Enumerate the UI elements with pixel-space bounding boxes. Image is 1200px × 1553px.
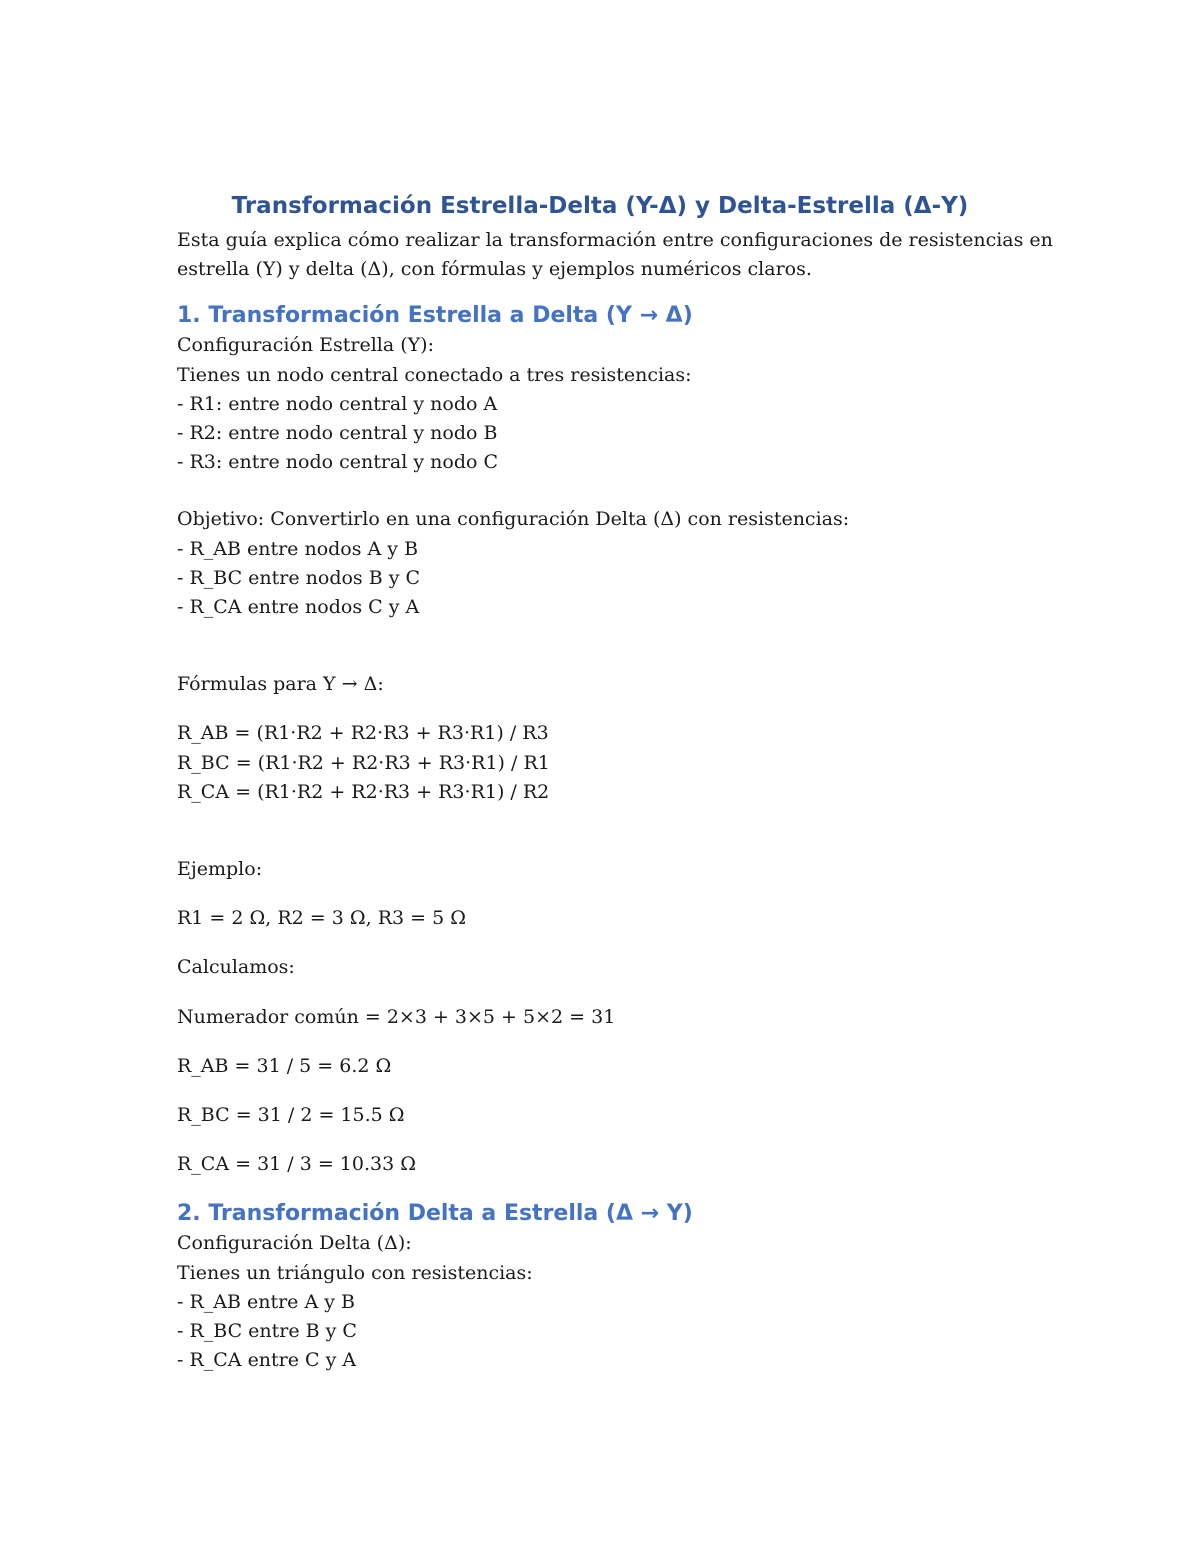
delta-config-item: - R_BC entre B y C (177, 1320, 357, 1343)
result-line: R_BC = 31 / 2 = 15.5 Ω (177, 1104, 405, 1127)
star-config-item: - R2: entre nodo central y nodo B (177, 422, 498, 445)
result-line: R_AB = 31 / 5 = 6.2 Ω (177, 1054, 392, 1077)
star-config-item: - R1: entre nodo central y nodo A (177, 392, 498, 415)
formula-line: R_CA = (R1·R2 + R2·R3 + R3·R1) / R2 (177, 780, 550, 803)
objective-item: - R_AB entre nodos A y B (177, 537, 419, 560)
delta-config-item: - R_AB entre A y B (177, 1290, 355, 1313)
numerator-line: Numerador común = 2×3 + 3×5 + 5×2 = 31 (177, 1005, 616, 1028)
star-config-intro: Tienes un nodo central conectado a tres resistencias: (177, 363, 692, 386)
objective-item: - R_CA entre nodos C y A (177, 596, 420, 619)
calc-label: Calculamos: (177, 956, 295, 979)
intro-line-1: Esta guía explica cómo realizar la transformación entre configuraciones de resistencias en (177, 229, 1053, 251)
section-2-heading: 2. Transformación Delta a Estrella (Δ → Y) (177, 1201, 693, 1227)
formula-line: R_AB = (R1·R2 + R2·R3 + R3·R1) / R3 (177, 722, 549, 745)
star-config-label: Configuración Estrella (Y): (177, 334, 435, 357)
star-config-item: - R3: entre nodo central y nodo C (177, 451, 499, 474)
objective-text: Objetivo: Convertirlo en una configuración Delta (Δ) con resistencias: (177, 508, 850, 531)
section-1-heading: 1. Transformación Estrella a Delta (Y → Δ) (177, 303, 693, 329)
objective-item: - R_BC entre nodos B y C (177, 566, 421, 589)
result-line: R_CA = 31 / 3 = 10.33 Ω (177, 1153, 416, 1176)
intro-line-2: estrella (Y) y delta (Δ), con fórmulas y ejemplos numéricos claros. (177, 258, 812, 281)
delta-config-label: Configuración Delta (Δ): (177, 1232, 412, 1255)
example-label: Ejemplo: (177, 858, 263, 881)
delta-config-item: - R_CA entre C y A (177, 1349, 357, 1372)
delta-config-intro: Tienes un triángulo con resistencias: (177, 1261, 533, 1284)
document-title: Transformación Estrella-Delta (Y-Δ) y Delta-Estrella (Δ-Y) (231, 193, 969, 219)
document-body (177, 226, 1053, 1375)
formula-line: R_BC = (R1·R2 + R2·R3 + R3·R1) / R1 (177, 751, 550, 774)
formulas-label: Fórmulas para Y → Δ: (177, 673, 384, 696)
example-values: R1 = 2 Ω, R2 = 3 Ω, R3 = 5 Ω (177, 907, 466, 930)
